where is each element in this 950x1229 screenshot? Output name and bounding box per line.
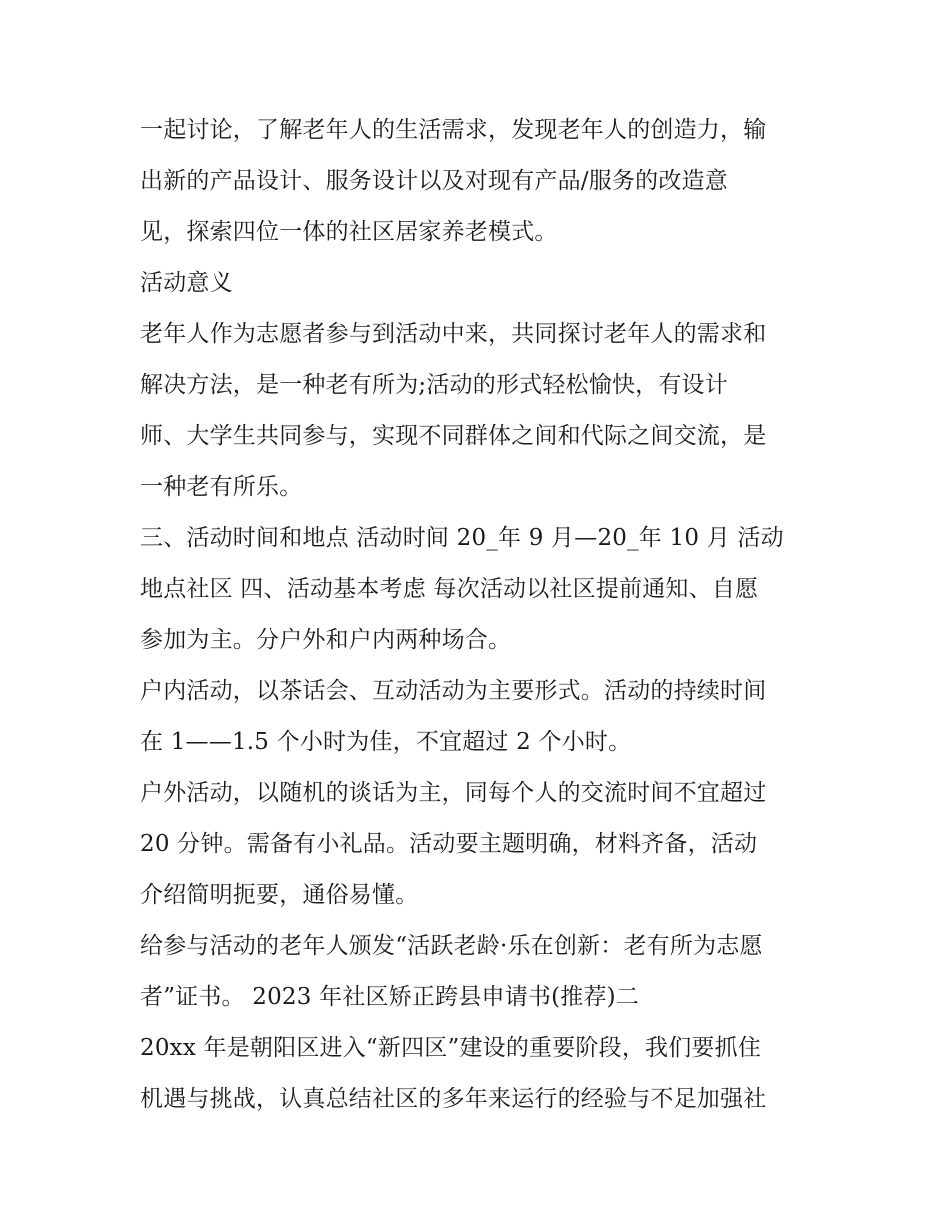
text-line: 户外活动，以随机的谈话为主，同每个人的交流时间不宜超过 [140,780,767,806]
text-line: 解决方法，是一种老有所为;活动的形式轻松愉快，有设计 [140,372,728,398]
text-line: 出新的产品设计、服务设计以及对现有产品/服务的改造意 [140,168,728,194]
text-line: 一种老有所乐。 [140,474,303,500]
text-line: 见，探索四位一体的社区居家养老模式。 [140,219,558,245]
text-line: 20 分钟。需备有小礼品。活动要主题明确，材料齐备，活动 [140,831,758,857]
section-heading: 活动意义 [140,270,233,296]
document-body [140,105,830,1125]
text-line: 老年人作为志愿者参与到活动中来，共同探讨老年人的需求和 [140,321,767,347]
text-line: 师、大学生共同参与，实现不同群体之间和代际之间交流，是 [140,423,767,449]
text-line: 在 1——1.5 个小时为佳，不宜超过 2 个小时。 [140,729,632,755]
text-line: 介绍简明扼要，通俗易懂。 [140,882,419,908]
text-line: 机遇与挑战，认真总结社区的多年来运行的经验与不足加强社 [140,1086,767,1112]
text-line: 者”证书。 2023 年社区矫正跨县申请书(推荐)二 [140,984,640,1010]
text-line: 20xx 年是朝阳区进入“新四区”建设的重要阶段，我们要抓住 [140,1035,762,1061]
text-line: 三、活动时间和地点 活动时间 20_年 9 月—20_年 10 月 活动 [140,525,784,551]
text-line: 地点社区 四、活动基本考虑 每次活动以社区提前通知、自愿 [140,576,759,602]
text-line: 给参与活动的老年人颁发“活跃老龄·乐在创新：老有所为志愿 [140,933,763,959]
text-line: 参加为主。分户外和户内两种场合。 [140,627,512,653]
text-line: 户内活动，以茶话会、互动活动为主要形式。活动的持续时间 [140,678,767,704]
text-line: 一起讨论，了解老年人的生活需求，发现老年人的创造力，输 [140,117,767,143]
